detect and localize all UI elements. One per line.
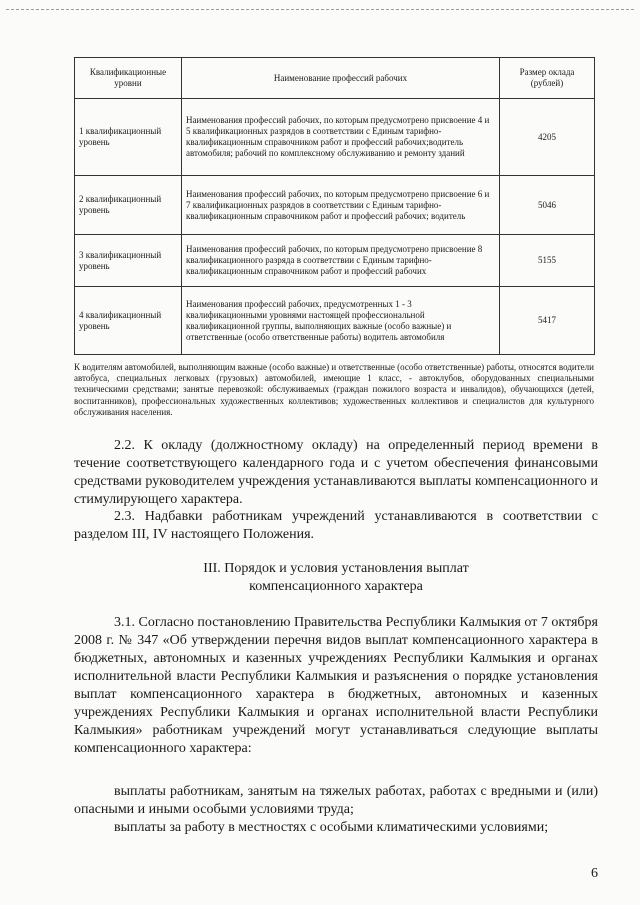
scan-top-edge-line [6,9,634,10]
list-item: выплаты работникам, занятым на тяжелых работах, работах с вредными и (или) опасными и иными особыми условиями труда; [74,784,598,817]
profession-names-cell: Наименования профессий рабочих, по которым предусмотрено присвоение 6 и 7 квалификационных разрядов в соответствии с Единым тарифно-квалификационным справочником работ и профессий рабочих; водитель [182,176,500,235]
header-profession-names: Наименование профессий рабочих [182,58,500,99]
salary-cell: 5046 [500,176,595,235]
paragraph-2-3: 2.3. Надбавки работникам учреждений устанавливаются в соответствии с разделом III, IV настоящего Положения. [74,509,598,542]
table-header-row [75,58,595,99]
profession-names-cell: Наименования профессий рабочих, предусмотренных 1 - 3 квалификационными уровнями настоящей профессиональной квалификационной группы, выполняющих важные (особо важные) и ответственные (особо ответственные работы) водитель автомобиля [182,287,500,355]
section-heading-line-2: компенсационного характера [249,579,423,594]
paragraph-2-2: 2.2. К окладу (должностному окладу) на определенный период времени в течение соответствующего календарного года и с учетом обеспечения финансовыми средствами руководителем учреждения устанавливаются выплаты компенсационного и стимулирующего характера. [74,438,598,507]
paragraph-3-1: 3.1. Согласно постановлению Правительства Республики Калмыкия от 7 октября 2008 г. № 347 «Об утверждении перечня видов выплат компенсационного характера в бюджетных, автономных и казенных учреждениях Республики Калмыкия и органах исполнительной власти Республики Калмыкия и разъяснения о порядке установления выплат компенсационного характера в бюджетных, автономных и казенных учреждениях Республики Калмыкия и органах исполнительной власти Республики Калмыкия» работникам учреждений могут устанавливаться следующие выплаты компенсационного характера: [74,615,598,756]
qualification-level-cell: 1 квалификационный уровень [75,99,182,176]
qualification-level-cell: 3 квалификационный уровень [75,235,182,287]
section-3-heading [74,560,598,596]
section-heading-line-1: III. Порядок и условия установления выплат [203,561,469,576]
qualification-salary-table [74,57,595,355]
table-row [75,287,595,355]
header-qualification-levels: Квалификационные уровни [75,58,182,99]
table-footnote: К водителям автомобилей, выполняющим важные (особо важные) и ответственные (особо ответственные) работы, относятся водители автобуса, специальных легковых (грузовых) автомобилей, имеющие 1 класс, - автоклубов, оборудованных специальными техническими средствами; занятые перевозкой: обслуживаемых (граждан пожилого возраста и инвалидов), обучающихся (детей, воспитанников), профессиональных художественных коллективов; художественных коллективов и специалистов для культурного обслуживания населения. [74,362,594,417]
salary-cell: 5155 [500,235,595,287]
page-number: 6 [591,866,598,881]
profession-names-cell: Наименования профессий рабочих, по которым предусмотрено присвоение 4 и 5 квалификационных разрядов в соответствии с Единым тарифно-квалификационным справочником работ и профессий рабочих;водитель автомобиля; рабочий по комплексному обслуживанию и ремонту зданий [182,99,500,176]
list-item: выплаты за работу в местностях с особыми климатическими условиями; [114,820,549,835]
qualification-level-cell: 2 квалификационный уровень [75,176,182,235]
table-row [75,176,595,235]
table-row [75,99,595,176]
salary-cell: 5417 [500,287,595,355]
table-row [75,235,595,287]
salary-cell: 4205 [500,99,595,176]
qualification-level-cell: 4 квалификационный уровень [75,287,182,355]
profession-names-cell: Наименования профессий рабочих, по которым предусмотрено присвоение 8 квалификационного разряда в соответствии с Единым тарифно-квалификационным справочником работ и профессий рабочих [182,235,500,287]
header-salary-size: Размер оклада (рублей) [500,58,595,99]
